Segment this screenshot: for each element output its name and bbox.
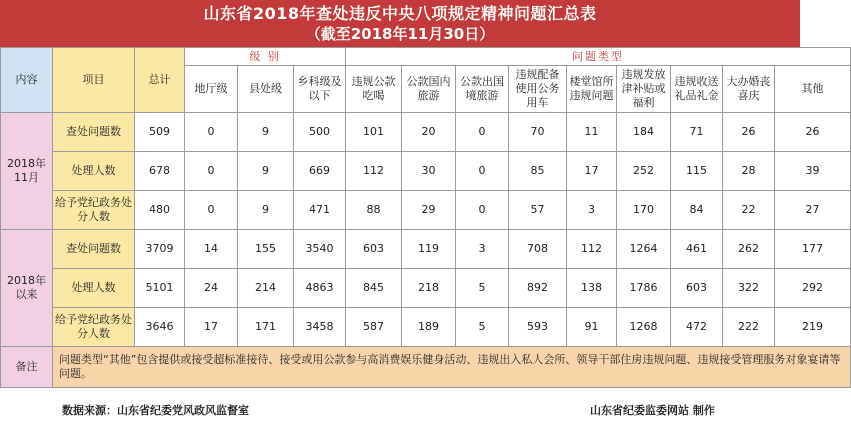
header-item: 项目 (53, 48, 135, 113)
value-cell: 0 (185, 191, 238, 230)
header-column: 违规配备使用公务用车 (509, 66, 567, 113)
header-column: 违规公款吃喝 (346, 66, 402, 113)
value-cell: 222 (723, 308, 775, 347)
value-cell: 84 (671, 191, 723, 230)
row-item-label: 给予党纪政务处分人数 (53, 308, 135, 347)
header-column: 其他 (775, 66, 851, 113)
value-cell: 845 (346, 269, 402, 308)
value-cell: 101 (346, 113, 402, 152)
value-cell: 28 (723, 152, 775, 191)
header-content: 内容 (1, 48, 53, 113)
value-cell: 71 (671, 113, 723, 152)
value-cell: 1786 (617, 269, 671, 308)
value-cell: 112 (346, 152, 402, 191)
value-cell: 171 (238, 308, 294, 347)
header-column: 公款出国境旅游 (456, 66, 509, 113)
header-column: 楼堂馆所违规问题 (567, 66, 617, 113)
value-cell: 1268 (617, 308, 671, 347)
value-cell: 57 (509, 191, 567, 230)
note-text: 问题类型“其他”包含提供或接受超标准接待、接受或用公款参与高消费娱乐健身活动、违规出入私人会所、领导干部住房违规问题、违规接受管理服务对象宴请等问题。 (53, 347, 851, 388)
value-cell: 189 (402, 308, 456, 347)
footer (0, 390, 800, 427)
row-item-label: 给予党纪政务处分人数 (53, 191, 135, 230)
total-cell: 3709 (135, 230, 185, 269)
table-subtitle: （截至2018年11月30日） (305, 25, 495, 43)
row-item-label: 查处问题数 (53, 113, 135, 152)
value-cell: 4863 (294, 269, 346, 308)
note-row (1, 347, 851, 388)
total-cell: 3646 (135, 308, 185, 347)
value-cell: 3540 (294, 230, 346, 269)
value-cell: 892 (509, 269, 567, 308)
value-cell: 587 (346, 308, 402, 347)
header-column: 乡科级及以下 (294, 66, 346, 113)
value-cell: 119 (402, 230, 456, 269)
value-cell: 9 (238, 113, 294, 152)
header-column: 违规收送礼品礼金 (671, 66, 723, 113)
header-column: 违规发放津补贴或福利 (617, 66, 671, 113)
value-cell: 184 (617, 113, 671, 152)
producer: 山东省纪委监委网站 制作 (590, 404, 715, 417)
value-cell: 262 (723, 230, 775, 269)
value-cell: 115 (671, 152, 723, 191)
total-cell: 480 (135, 191, 185, 230)
value-cell: 11 (567, 113, 617, 152)
value-cell: 3458 (294, 308, 346, 347)
title-banner (0, 0, 800, 47)
value-cell: 177 (775, 230, 851, 269)
value-cell: 0 (185, 152, 238, 191)
total-cell: 509 (135, 113, 185, 152)
value-cell: 0 (456, 113, 509, 152)
value-cell: 0 (456, 152, 509, 191)
value-cell: 9 (238, 191, 294, 230)
value-cell: 218 (402, 269, 456, 308)
value-cell: 26 (775, 113, 851, 152)
header-column: 地厅级 (185, 66, 238, 113)
value-cell: 292 (775, 269, 851, 308)
value-cell: 91 (567, 308, 617, 347)
value-cell: 155 (238, 230, 294, 269)
value-cell: 0 (185, 113, 238, 152)
period-label: 2018年11月 (1, 113, 53, 230)
header-column: 公款国内旅游 (402, 66, 456, 113)
row-item-label: 处理人数 (53, 269, 135, 308)
value-cell: 1264 (617, 230, 671, 269)
period-label: 2018年以来 (1, 230, 53, 347)
table-row (1, 152, 851, 191)
table-row (1, 113, 851, 152)
summary-table (0, 47, 851, 388)
total-cell: 678 (135, 152, 185, 191)
table-row (1, 269, 851, 308)
value-cell: 85 (509, 152, 567, 191)
value-cell: 5 (456, 308, 509, 347)
value-cell: 9 (238, 152, 294, 191)
header-column: 大办婚丧喜庆 (723, 66, 775, 113)
value-cell: 29 (402, 191, 456, 230)
value-cell: 593 (509, 308, 567, 347)
value-cell: 170 (617, 191, 671, 230)
table-row (1, 308, 851, 347)
header-total: 总计 (135, 48, 185, 113)
table-row (1, 191, 851, 230)
value-cell: 70 (509, 113, 567, 152)
value-cell: 22 (723, 191, 775, 230)
value-cell: 24 (185, 269, 238, 308)
value-cell: 3 (456, 230, 509, 269)
value-cell: 30 (402, 152, 456, 191)
value-cell: 669 (294, 152, 346, 191)
value-cell: 112 (567, 230, 617, 269)
total-cell: 5101 (135, 269, 185, 308)
row-item-label: 查处问题数 (53, 230, 135, 269)
value-cell: 88 (346, 191, 402, 230)
note-label: 备注 (1, 347, 53, 388)
value-cell: 20 (402, 113, 456, 152)
row-item-label: 处理人数 (53, 152, 135, 191)
value-cell: 708 (509, 230, 567, 269)
value-cell: 471 (294, 191, 346, 230)
value-cell: 322 (723, 269, 775, 308)
header-level-group: 级 别 (185, 48, 346, 66)
value-cell: 472 (671, 308, 723, 347)
value-cell: 461 (671, 230, 723, 269)
value-cell: 500 (294, 113, 346, 152)
table-title: 山东省2018年查处违反中央八项规定精神问题汇总表 (203, 4, 597, 23)
value-cell: 214 (238, 269, 294, 308)
value-cell: 39 (775, 152, 851, 191)
value-cell: 252 (617, 152, 671, 191)
value-cell: 603 (346, 230, 402, 269)
value-cell: 26 (723, 113, 775, 152)
value-cell: 14 (185, 230, 238, 269)
value-cell: 3 (567, 191, 617, 230)
value-cell: 0 (456, 191, 509, 230)
value-cell: 219 (775, 308, 851, 347)
value-cell: 17 (185, 308, 238, 347)
value-cell: 27 (775, 191, 851, 230)
data-source: 数据来源：山东省纪委党风政风监督室 (62, 404, 249, 417)
table-row (1, 230, 851, 269)
value-cell: 603 (671, 269, 723, 308)
value-cell: 17 (567, 152, 617, 191)
value-cell: 5 (456, 269, 509, 308)
header-type-group: 问题类型 (346, 48, 851, 66)
value-cell: 138 (567, 269, 617, 308)
header-column: 县处级 (238, 66, 294, 113)
